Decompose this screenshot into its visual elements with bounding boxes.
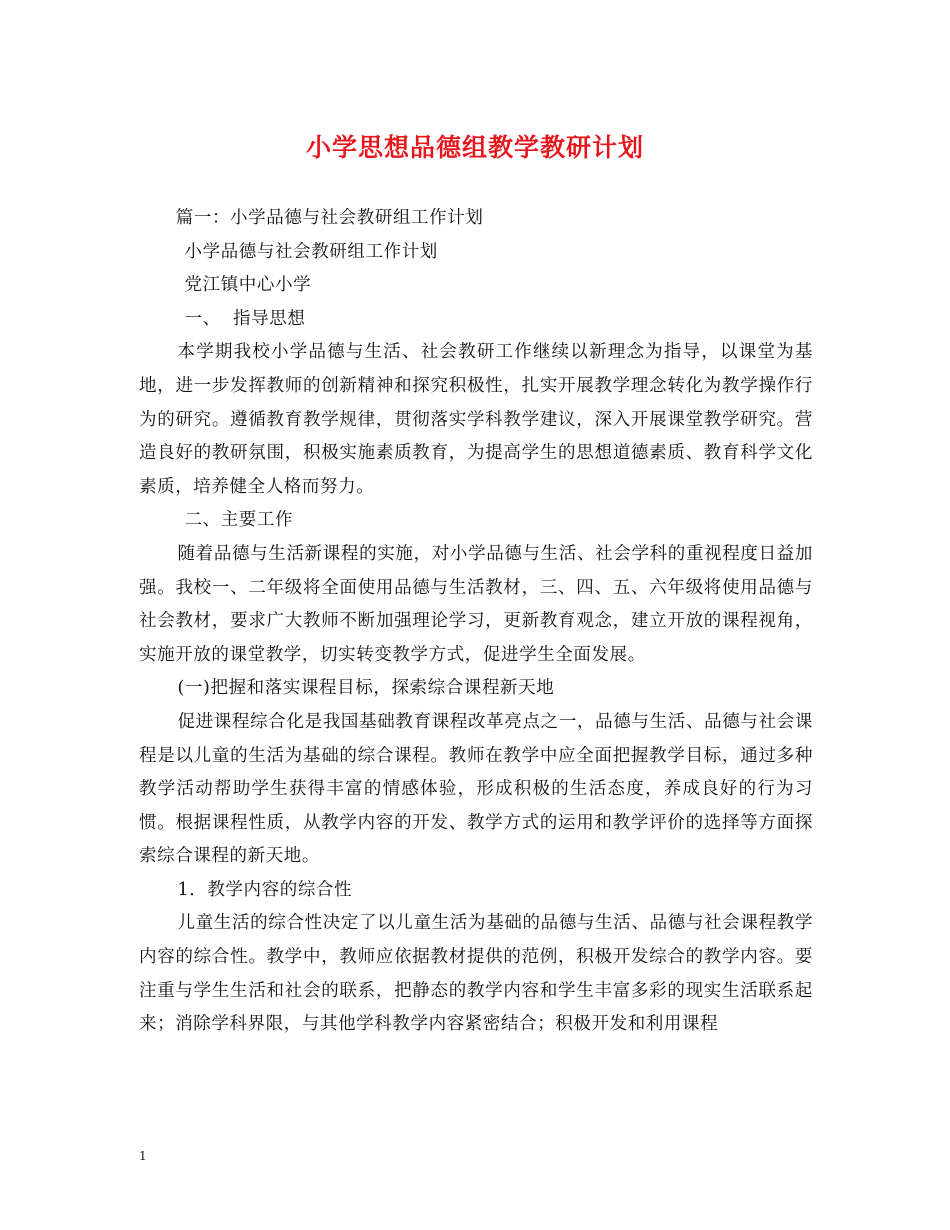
document-body [139, 202, 813, 1042]
paragraph-guiding-thought: 本学期我校小学品德与生活、社会教研工作继续以新理念为指导，以课堂为基地，进一步发挥教师的创新精神和探究积极性，扎实开展教学理念转化为教学操作行为的研究。遵循教育教学规律，贯彻落实学科教学建议，深入开展课堂教学研究。营造良好的教研氛围，积极实施素质教育，为提高学生的思想道德素质、教育科学文化素质，培养健全人格而努力。 [139, 342, 813, 497]
paragraph-main-work: 随着品德与生活新课程的实施，对小学品德与生活、社会学科的重视程度日益加强。我校一、二年级将全面使用品德与生活教材，三、四、五、六年级将使用品德与社会教材，要求广大教师不断加强理论学习，更新教育观念，建立开放的课程视角，实施开放的课堂教学，切实转变教学方式，促进学生全面发展。 [139, 543, 813, 665]
paragraph-content-integration: 儿童生活的综合性决定了以儿童生活为基础的品德与生活、品德与社会课程教学内容的综合性。教学中，教师应依据教材提供的范例，积极开发综合的教学内容。要注重与学生生活和社会的联系，把静态的教学内容和学生丰富多彩的现实生活联系起来；消除学科界限，与其他学科教学内容紧密结合；积极开发和利用课程 [139, 913, 813, 1035]
chapter-heading: 篇一：小学品德与社会教研组工作计划 [175, 208, 484, 228]
document-title: 小学思想品德组教学教研计划 [305, 133, 644, 162]
section-heading-guiding-thought: 一、 指导思想 [184, 308, 306, 329]
paragraph-course-goals: 促进课程综合化是我国基础教育课程改革亮点之一，品德与生活、品德与社会课程是以儿童的生活为基础的综合课程。教师在教学中应全面把握教学目标，通过多种教学活动帮助学生获得丰富的情感体验，形成积极的生活态度，养成良好的行为习惯。根据课程性质，从教学内容的开发、教学方式的运用和教学评价的选择等方面探索综合课程的新天地。 [139, 711, 813, 867]
item-heading-content-integration: 1．教学内容的综合性 [177, 879, 353, 900]
subtitle-line: 小学品德与社会教研组工作计划 [184, 241, 438, 262]
subsection-heading-course-goals: (一)把握和落实课程目标，探索综合课程新天地 [177, 678, 555, 699]
page-number: 1 [139, 1149, 147, 1163]
school-name: 党江镇中心小学 [184, 275, 312, 296]
section-heading-main-work: 二、主要工作 [184, 510, 294, 531]
